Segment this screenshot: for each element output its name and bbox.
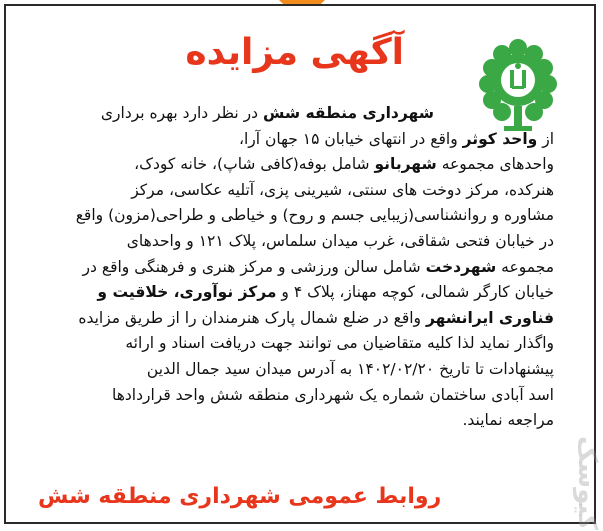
body-line <box>14 127 554 153</box>
body-line <box>14 306 554 332</box>
body-line <box>14 152 554 178</box>
body-line: در خیابان فتحی شقاقی، غرب میدان سلماس، پلاک ۱۲۱ و واحدهای <box>126 231 554 250</box>
body-line: واگذار نماید لذا کلیه متقاضیان می توانند جهت دریافت اسناد و ارائه <box>125 334 554 353</box>
text-segment: شامل بوفه(کافی شاپ)، خانه کودک، <box>134 155 375 174</box>
body-line: هنرکده، مرکز دوخت های سنتی، شیرینی پزی، آتلیه عکاسی، مرکز <box>131 180 554 199</box>
bold-segment: فناوری ایرانشهر <box>425 308 554 327</box>
body-line: پیشنهادات تا تاریخ ۱۴۰۲/۰۲/۲۰ به آدرس میدان سید جمال الدین <box>146 359 554 378</box>
body-line: اسد آبادی ساختمان شماره یک شهرداری منطقه شش واحد قراردادها <box>111 385 554 404</box>
text-segment: شامل سالن ورزشی و مرکز هنری و فرهنگی واقع در <box>82 257 426 276</box>
kiosk-watermark: کیوسک <box>572 435 602 530</box>
notice-title: آگهی مزایده <box>185 32 404 73</box>
text-segment: از <box>537 129 554 148</box>
bold-segment: شهردخت <box>425 257 497 276</box>
text-segment: واقع در ضلع شمال پارک هنرمندان را از طریق مزایده <box>78 308 426 327</box>
bold-segment: واحد کوثر <box>462 129 538 148</box>
body-line <box>14 280 554 306</box>
bold-segment: شهرداری منطقه شش <box>262 104 434 122</box>
text-segment: خیابان کارگر شمالی، کوچه مهناز، پلاک ۴ و <box>276 283 554 302</box>
bold-segment: مرکز نوآوری، خلاقیت و <box>97 283 277 302</box>
text-segment: در نظر دارد بهره برداری <box>100 104 263 122</box>
text-segment: واقع در انتهای خیابان ۱۵ جهان آرا، <box>238 129 463 148</box>
body-line: مراجعه نمایند. <box>462 411 554 430</box>
notice-frame <box>4 4 596 524</box>
bold-segment: شهربانو <box>374 155 437 174</box>
body-line <box>14 101 554 127</box>
body-line: مشاوره و روانشناسی(زیبایی جسم و روح) و خیاطی و طراحی(مزون) واقع <box>75 206 554 225</box>
text-segment: واحدهای مجموعه <box>436 155 554 174</box>
notice-footer-signature: روابط عمومی شهرداری منطقه شش <box>38 484 442 509</box>
body-line <box>14 255 554 281</box>
text-segment: مجموعه <box>496 257 554 276</box>
notice-body <box>14 101 554 434</box>
